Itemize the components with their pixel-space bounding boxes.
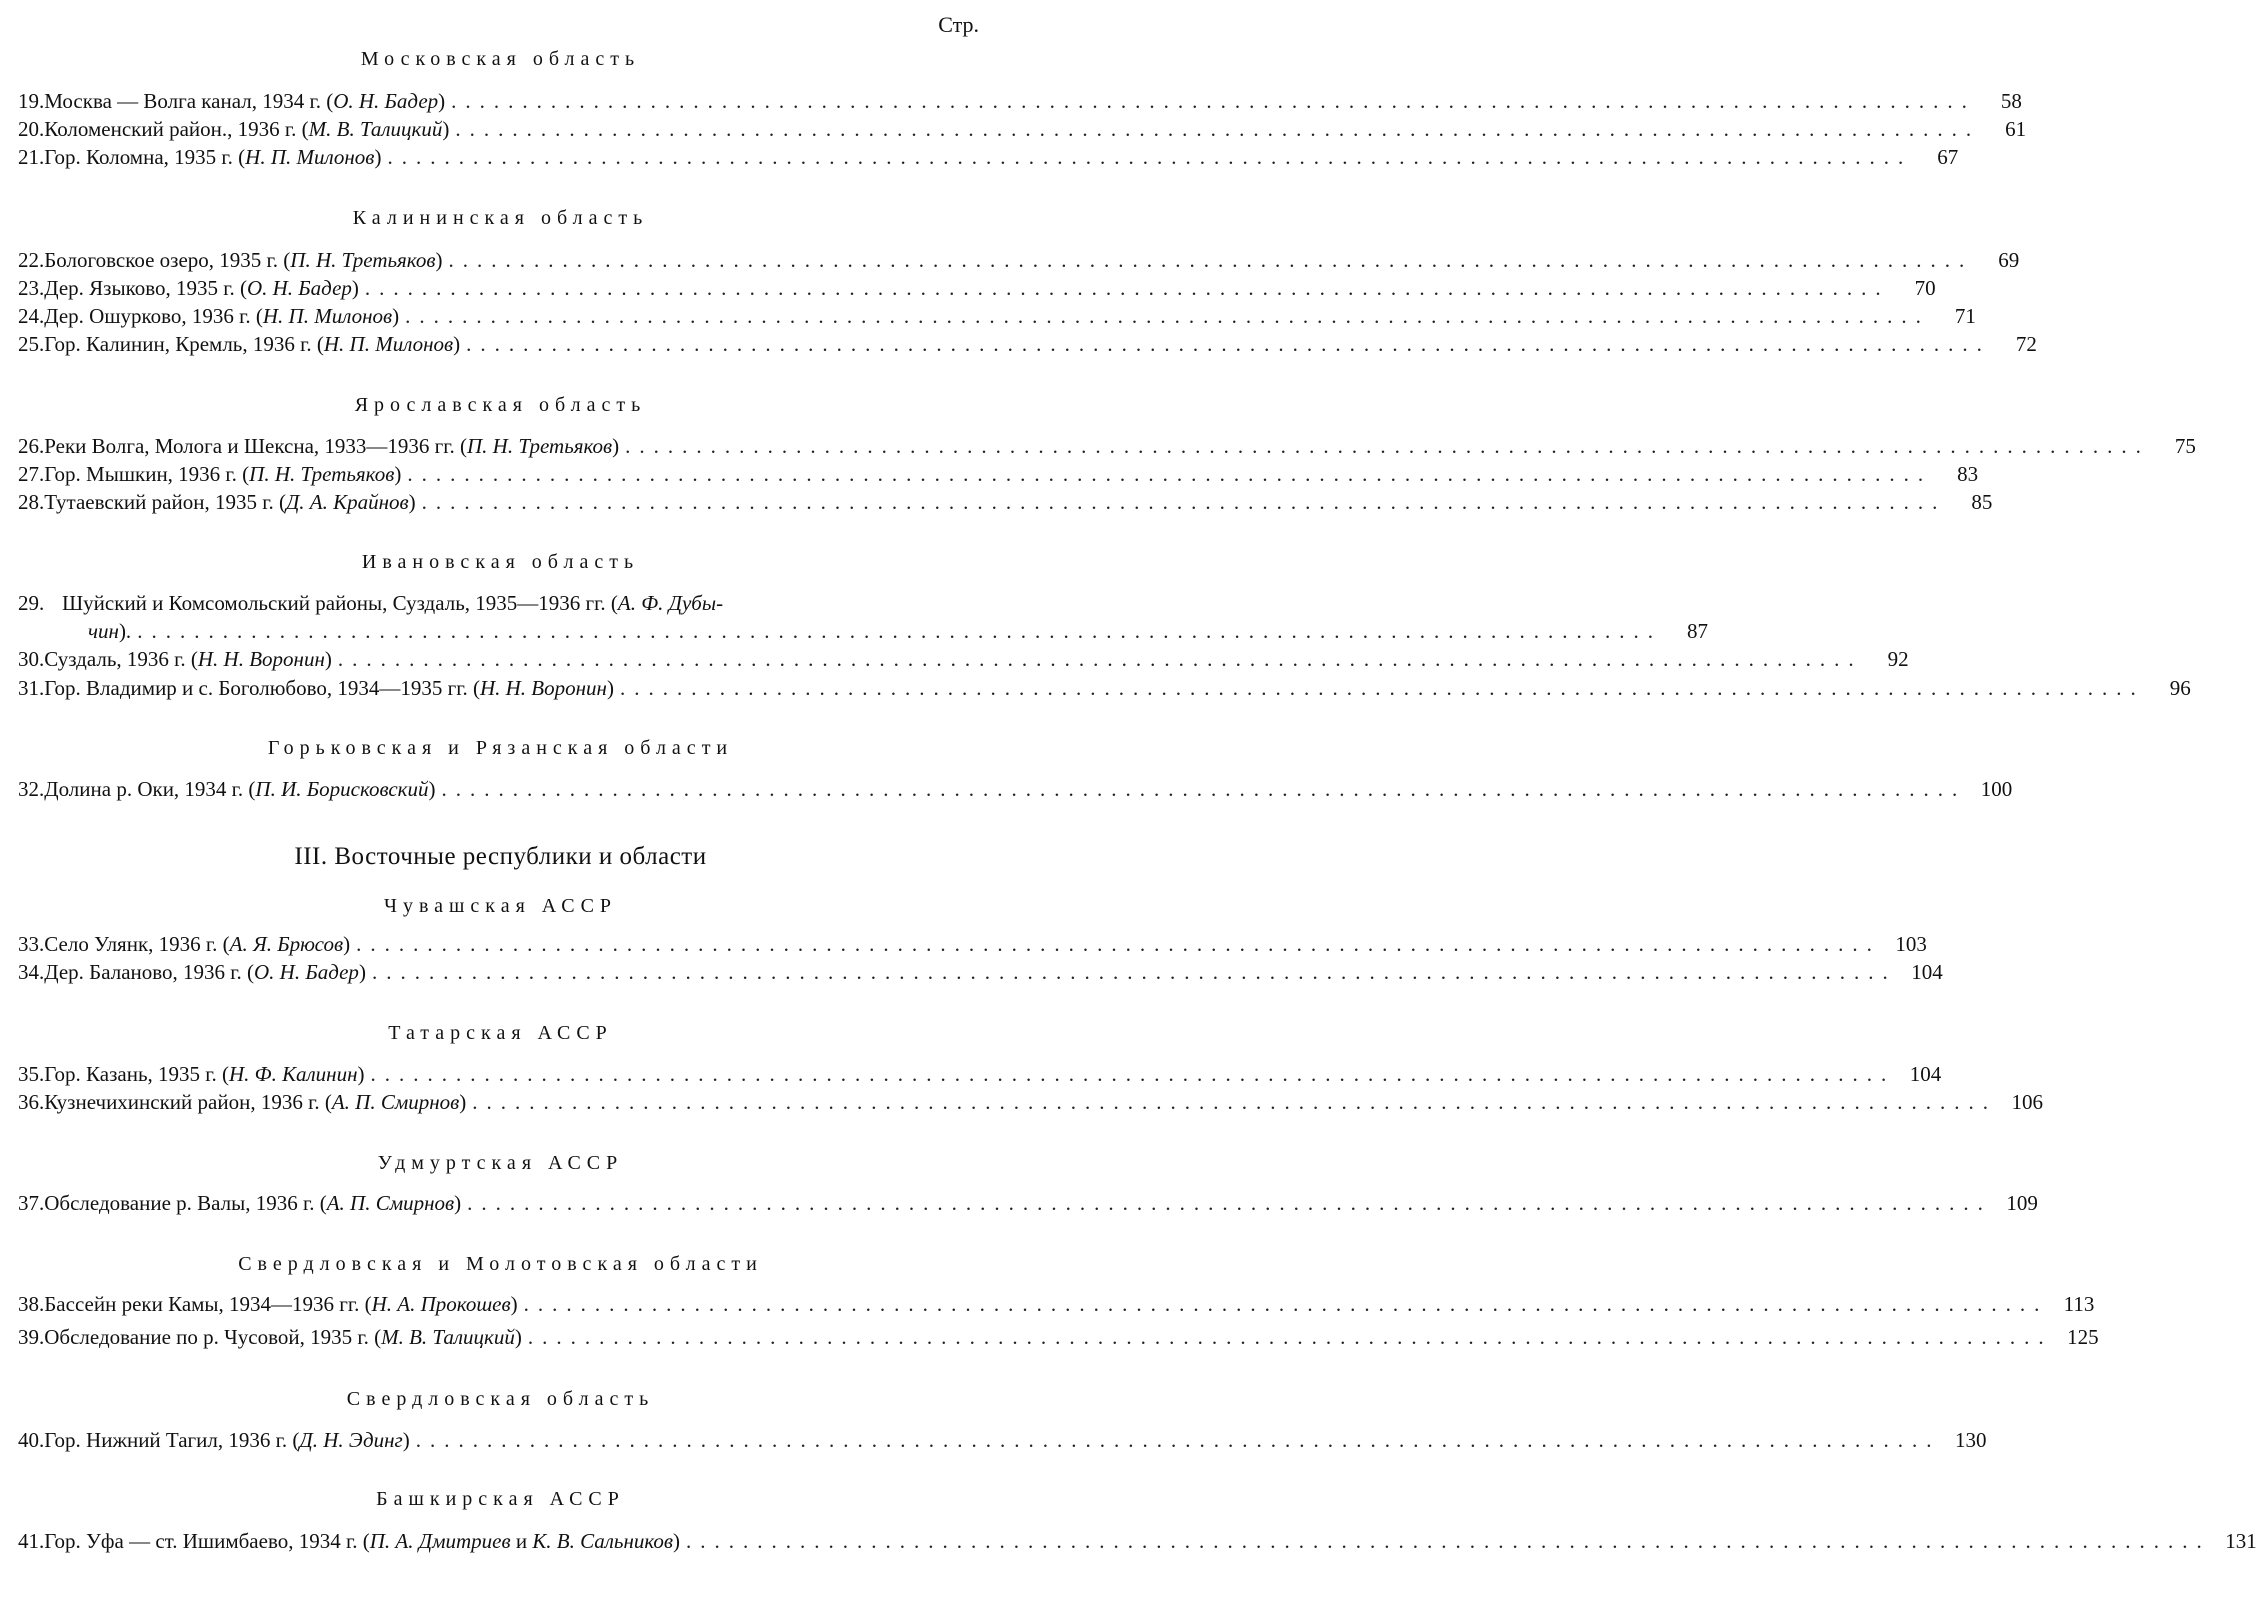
section-title-sverdlovsk-molotov: Свердловская и Молотовская области [238,1253,763,1275]
entry-close: ) [510,1292,518,1316]
entry-text: Реки Волга, Молога и Шексна, 1933—1936 гг. ( [44,434,467,458]
entry-title [44,1527,680,1555]
toc-entry[interactable] [18,1060,1942,1088]
page-number: 71 [1954,304,1976,328]
section-title-ivanovo: Ивановская область [361,551,640,573]
dot-leader: ........................................................................................................... [472,1090,1998,1114]
entry-text: Суздаль, 1936 г. ( [44,647,198,671]
entry-text: Обследование р. Валы, 1936 г. ( [44,1191,327,1215]
entry-text: Гор. Казань, 1935 г. ( [44,1062,230,1086]
entry-number: 28. [18,490,45,514]
entry-author: А. Я. Брюсов [229,932,344,956]
dot-leader: ........................................................................................................... [455,117,1981,141]
entry-author: О. Н. Бадер [246,276,352,300]
entry-title [62,589,723,617]
entry-close: ) [454,1191,462,1215]
entry-number: 41. [18,1529,45,1553]
toc-entry[interactable] [18,274,1936,302]
toc-entry[interactable] [18,460,1979,488]
toc-entry[interactable] [18,1290,2095,1318]
entry-text: Москва — Волга канал, 1934 г. ( [44,89,334,113]
entry-text: Дер. Языково, 1935 г. ( [44,276,247,300]
dot-leader: ........................................................................................................... [421,490,1947,514]
entry-number: 25. [18,332,45,356]
entry-text: Бассейн реки Камы, 1934—1936 гг. ( [44,1292,372,1316]
entry-close: ) [453,332,461,356]
entry-close: ) [438,89,446,113]
toc-entry[interactable] [18,1323,2099,1351]
section-title-udmurt: Удмуртская АССР [377,1152,624,1174]
entry-close: ) [324,647,332,671]
entry-author: П. А. Дмитриев [369,1529,511,1553]
toc-entry[interactable] [18,775,2013,803]
entry-title [44,1088,466,1116]
entry-number: 40. [18,1428,45,1452]
entry-title [44,87,445,115]
page-column-header: Стр. [938,12,979,37]
page-number: 67 [1937,145,1959,169]
entry-title-continuation [88,617,131,645]
entry-title [44,488,415,516]
dot-leader: ........................................................................................................... [356,932,1881,956]
entry-title [44,1323,522,1351]
toc-entry[interactable] [18,674,2191,702]
page-number: 72 [2015,332,2037,356]
entry-title [44,432,619,460]
dot-leader: ........................................................................................................... [415,1428,1941,1452]
entry-author: А. Ф. Дубы- [617,591,724,615]
entry-title [44,330,460,358]
entry-number: 30. [18,647,45,671]
entry-text: Гор. Коломна, 1935 г. ( [44,145,246,169]
toc-entry[interactable] [18,1527,2257,1555]
dot-leader: ........................................................................................................... [625,434,2150,458]
entry-number: 19. [18,89,45,113]
entry-author: А. П. Смирнов [331,1090,460,1114]
entry-author: Н. А. Прокошев [371,1292,511,1316]
entry-close: ) [351,276,359,300]
entry-title [44,115,449,143]
entry-number: 24. [18,304,45,328]
entry-number: 31. [18,676,45,700]
toc-entry[interactable] [18,432,2196,460]
entry-author: Д. А. Крайнов [285,490,409,514]
toc-entry[interactable] [18,958,1943,986]
page-number: 85 [1971,490,1993,514]
entry-text: Дер. Баланово, 1936 г. ( [44,960,255,984]
entry-author: П. Н. Третьяков [467,434,613,458]
entry-text: Обследование по р. Чусовой, 1935 г. ( [44,1325,382,1349]
toc-entry[interactable] [18,488,1993,516]
page-number: 104 [1909,1062,1942,1086]
page-number: 58 [2000,89,2022,113]
entry-number: 20. [18,117,45,141]
dot-leader: ........................................................................................................... [441,777,1967,801]
entry-title [44,775,435,803]
entry-close: ) [459,1090,467,1114]
entry-title [44,302,399,330]
entry-number: 38. [18,1292,45,1316]
page-number: 106 [2011,1090,2044,1114]
entry-author: Н. П. Милонов [245,145,375,169]
page-number: 92 [1887,647,1909,671]
page-number: 103 [1895,932,1927,956]
entry-number: 34. [18,960,45,984]
page-number: 87 [1686,619,1708,643]
dot-leader: ........................................................................................................... [523,1292,2049,1316]
entry-close: ) [394,462,402,486]
entry-title [44,958,366,986]
page-number: 125 [2067,1325,2099,1349]
entry-title [44,274,359,302]
entry-close: ) [358,960,366,984]
dot-leader: ........................................................................................................... [448,248,1974,272]
entry-number: 23. [18,276,45,300]
dot-leader: ........................................................................................................... [364,276,1890,300]
entry-title [44,1290,517,1318]
toc-entry[interactable] [18,87,2022,115]
entry-number: 37. [18,1191,45,1215]
entry-text: Село Улянк, 1936 г. ( [44,932,230,956]
section-title-kalinin: Калининская область [352,207,649,229]
entry-close: ). [118,619,132,643]
entry-conjunction: и [510,1529,533,1553]
entry-text: Гор. Калинин, Кремль, 1936 г. ( [44,332,324,356]
entry-title [44,1189,461,1217]
dot-leader: ........................................................................................................... [371,960,1897,984]
entry-text: Шуйский и Комсомольский районы, Суздаль, 1935—1936 гг. ( [62,591,618,615]
page-number: 96 [2169,676,2191,700]
page-number: 83 [1957,462,1979,486]
dot-leader: ........................................................................................................... [370,1062,1896,1086]
entry-number: 36. [18,1090,45,1114]
entry-title [44,930,350,958]
entry-text: Долина р. Оки, 1934 г. ( [44,777,256,801]
entry-author: О. Н. Бадер [254,960,359,984]
entry-title [44,674,614,702]
entry-close: ) [673,1529,681,1553]
toc-entry[interactable] [18,115,2027,143]
entry-title [44,460,401,488]
entry-author: О. Н. Бадер [333,89,439,113]
entry-number: 26. [18,434,45,458]
toc-entry[interactable] [18,302,1976,330]
entry-text: Гор. Нижний Тагил, 1936 г. ( [44,1428,300,1452]
dot-leader: ........................................................................................................... [407,462,1933,486]
section-title-moscow: Московская область [360,48,641,70]
section-title-chuvash: Чувашская АССР [383,895,618,917]
section-title-tatar: Татарская АССР [388,1022,613,1044]
entry-author: чин [88,619,119,643]
entry-number: 35. [18,1062,45,1086]
entry-author: П. Н. Третьяков [290,248,436,272]
entry-close: ) [392,304,400,328]
page-number: 131 [2225,1529,2257,1553]
dot-leader: ........................................................................................................... [527,1325,2053,1349]
entry-close: ) [408,490,416,514]
page-number: 100 [1980,777,2013,801]
page-number: 104 [1911,960,1943,984]
section-title-bashkir: Башкирская АССР [376,1488,625,1510]
entry-close: ) [435,248,443,272]
entry-title [44,1426,409,1454]
toc-entry[interactable] [18,143,1959,171]
page-number: 113 [2063,1292,2095,1316]
entry-author: М. В. Талицкий [381,1325,515,1349]
entry-close: ) [374,145,382,169]
dot-leader: ........................................................................................................... [337,647,1863,671]
part-title: III. Восточные республики и области [294,843,707,870]
entry-title [44,246,442,274]
entry-close: ) [428,777,436,801]
entry-title [44,1060,364,1088]
page-number: 130 [1954,1428,1987,1452]
entry-text: Кузнечихинский район, 1936 г. ( [44,1090,332,1114]
entry-close: ) [442,117,450,141]
section-title-gorky-ryazan: Горьковская и Рязанская области [267,737,734,759]
entry-text: Гор. Владимир и с. Боголюбово, 1934—1935 гг. ( [44,676,480,700]
entry-number: 22. [18,248,45,272]
page-number: 69 [1998,248,2020,272]
entry-number: 27. [18,462,45,486]
entry-text: Тутаевский район, 1935 г. ( [44,490,286,514]
toc-entry[interactable] [18,246,2020,274]
toc-entry[interactable] [18,1189,2038,1217]
entry-close: ) [606,676,614,700]
toc-entry[interactable] [18,1426,1987,1454]
toc-entry[interactable] [18,1088,2044,1116]
entry-text: Гор. Мышкин, 1936 г. ( [44,462,250,486]
toc-entry[interactable] [18,645,1909,673]
dot-leader: ........................................................................................................... [451,89,1976,113]
entry-number: 33. [18,932,45,956]
toc-entry[interactable] [18,589,1708,645]
dot-leader: ........................................................................................................... [619,676,2145,700]
entry-text: Бологовское озеро, 1935 г. ( [44,248,291,272]
entry-author: Н. П. Милонов [323,332,454,356]
entry-close: ) [357,1062,365,1086]
entry-author: Н. Н. Воронин [197,647,325,671]
entry-number: 29. [18,591,45,615]
entry-close: ) [343,932,351,956]
entry-title [44,143,381,171]
entry-number: 32. [18,777,45,801]
entry-author: Н. П. Милонов [262,304,393,328]
page-number: 109 [2006,1191,2038,1215]
dot-leader: ........................................................................................................... [405,304,1930,328]
entry-close: ) [514,1325,522,1349]
entry-author: К. В. Сальников [532,1529,674,1553]
entry-author: П. Н. Третьяков [249,462,395,486]
entry-author: Н. Ф. Калинин [229,1062,358,1086]
page-number: 70 [1914,276,1936,300]
entry-author: Д. Н. Эдинг [299,1428,403,1452]
page-number: 61 [2005,117,2027,141]
dot-leader: ........................................................................................................... [137,619,1662,643]
toc-entry[interactable] [18,330,2037,358]
entry-text: Коломенский район., 1936 г. ( [44,117,309,141]
entry-text: Дер. Ошурково, 1936 г. ( [44,304,263,328]
dot-leader: ........................................................................................................... [466,332,1991,356]
entry-close: ) [612,434,620,458]
entry-text: Гор. Уфа — ст. Ишимбаево, 1934 г. ( [44,1529,370,1553]
entry-author: П. И. Борисковский [255,777,429,801]
dot-leader: ........................................................................................................... [467,1191,1992,1215]
page-number: 75 [2174,434,2196,458]
section-title-sverdlovsk: Свердловская область [346,1388,655,1410]
section-title-yaroslavl: Ярославская область [354,394,647,416]
entry-author: А. П. Смирнов [326,1191,455,1215]
entry-title [44,645,332,673]
entry-author: М. В. Талицкий [308,117,443,141]
dot-leader: ........................................................................................................... [387,145,1913,169]
toc-entry[interactable] [18,930,1927,958]
entry-author: Н. Н. Воронин [479,676,607,700]
entry-number: 21. [18,145,45,169]
entry-number: 39. [18,1325,45,1349]
entry-close: ) [402,1428,410,1452]
dot-leader: ........................................................................................................... [686,1529,2211,1553]
